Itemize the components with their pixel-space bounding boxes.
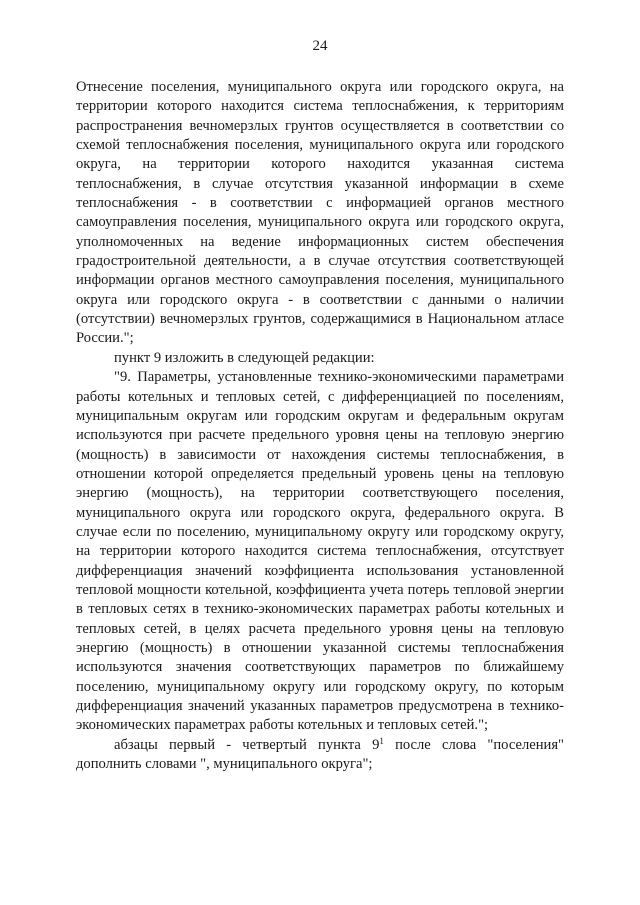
amendment-text-after: после слова "поселения" дополнить словами ", муниципального округа"; (76, 736, 565, 773)
amendment-text-before: абзацы первый - четвертый пункта 9 (114, 736, 380, 753)
document-body (76, 78, 564, 774)
paragraph-clause-9: "9. Параметры, установленные технико-экономическими параметрами работы котельных и тепловых сетей, с дифференциацией по поселениям, муниципальным округам или городским округам и федеральным округам используются при расчете предельного уровня цены на тепловую энергию (мощность) в зависимости от нахождения системы теплоснабжения, в отношении которой определяется предельный уровень цены на тепловую энергию (мощность), на территории соответствующего поселения, муниципального округа или городского округа, федерального округа. В случае если по поселению, муниципальному округу или городскому округу, на территории которого находится система теплоснабжения, отсутствует дифференциация значений коэффициента использования установленной тепловой мощности котельной, коэффициента учета потерь тепловой энергии в тепловых сетях в технико-экономических параметрах работы котельных и тепловых сетей, в целях расчета предельного уровня цены на тепловую энергию (мощность) в отношении указанной системы теплоснабжения используются значения соответствующих параметров по ближайшему поселению, муниципальному округу или городскому округу, по которым дифференциация значений указанных параметров предусмотрена в технико-экономических параметрах работы котельных и тепловых сетей."; (76, 369, 564, 734)
paragraph-permafrost-classification: Отнесение поселения, муниципального округа или городского округа, на территории которого находится система теплоснабжения, к территориям распространения вечномерзлых грунтов осуществляется в соответствии со схемой теплоснабжения поселения, муниципального округа или городского округа, на территории которого находится указанная система теплоснабжения, в случае отсутствия указанной информации в схеме теплоснабжения - в соответствии с информацией органов местного самоуправления поселения, муниципального округа или городского округа, уполномоченных на ведение информационных систем обеспечения градостроительной деятельности, а в случае отсутствия соответствующей информации органов местного самоуправления поселения, муниципального округа или городского округа - в соответствии с данными о наличии (отсутствии) вечномерзлых грунтов, содержащимися в Национальном атласе России."; (76, 79, 564, 347)
paragraph-amendment-intro: пункт 9 изложить в следующей редакции: (114, 349, 375, 366)
page-number: 24 (312, 38, 328, 54)
paragraph-clause-9-1-amendment (76, 736, 564, 775)
superscript-index: 1 (379, 735, 384, 746)
